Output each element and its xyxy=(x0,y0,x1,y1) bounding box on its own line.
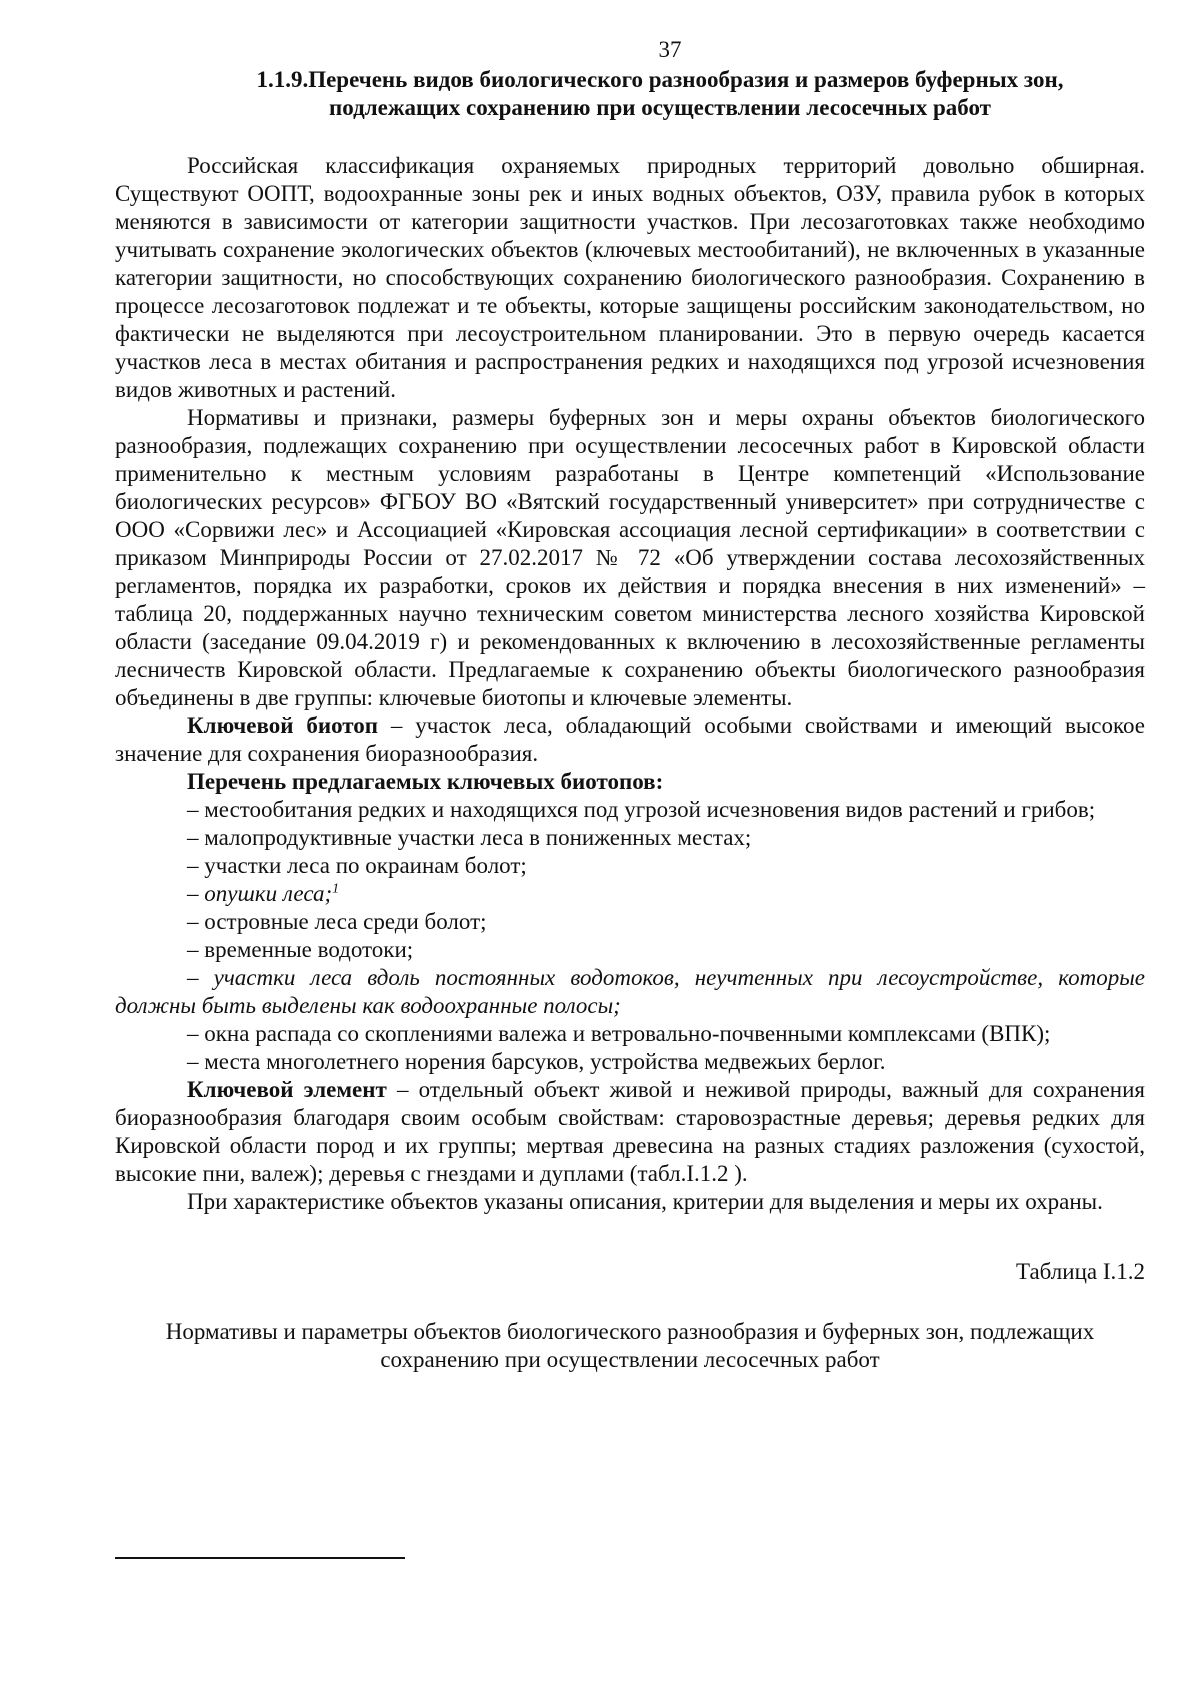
footnote-marker: 1 xyxy=(332,881,340,897)
table-caption: Нормативы и параметры объектов биологического разнообразия и буферных зон, подлежащих сохранению при осуществлении лесосечных работ xyxy=(165,1319,1095,1372)
document-page xyxy=(115,36,1145,1374)
term-key-biotope: Ключевой биотоп xyxy=(187,713,379,738)
term-key-element: Ключевой элемент xyxy=(187,1077,387,1102)
page-number: 37 xyxy=(658,37,682,62)
biotope-list xyxy=(115,796,1145,1076)
list-item: – временные водотоки; xyxy=(187,937,414,962)
section-heading-line-1: 1.1.9.Перечень видов биологического разнообразия и размеров буферных зон, xyxy=(256,67,1064,92)
paragraph-classification: Российская классификация охраняемых природных территорий довольно обширная. Существуют ООПТ, водоохранные зоны рек и иных водных объектов, ОЗУ, правила рубок в которых меняются в зависимости от категории защитности участков. При лесозаготовках также необходимо учитывать сохранение экологических объектов (ключевых местообитаний), не включенных в указанные категории защитности, но способствующих сохранению биологического разнообразия. Сохранению в процессе лесозаготовок подлежат и те объекты, которые защищены российским законодательством, но фактически не выделяются при лесоустроительном планировании. Это в первую очередь касается участков леса в местах обитания и распространения редких и находящихся под угрозой исчезновения видов животных и растений. xyxy=(115,153,1145,402)
footnote-separator xyxy=(115,1557,405,1559)
list-item-text: – опушки леса; xyxy=(187,881,333,906)
section-heading xyxy=(175,66,1145,122)
list-item xyxy=(115,880,1145,908)
list-item: – местообитания редких и находящихся под угрозой исчезновения видов растений и грибов; xyxy=(187,797,1096,822)
list-item: – островные леса среди болот; xyxy=(187,909,487,934)
list-item: – малопродуктивные участки леса в пониженных местах; xyxy=(187,825,752,850)
paragraph-characteristics: При характеристике объектов указаны описания, критерии для выделения и меры их охраны. xyxy=(187,1189,1103,1214)
table-label: Таблица I.1.2 xyxy=(1015,1259,1145,1284)
definition-key-biotope: – участок леса, обладающий особыми свойствами и имеющий высокое значение для сохранения биоразнообразия. xyxy=(115,713,1146,766)
paragraph-key-biotope xyxy=(115,712,1145,768)
list-item: – окна распада со скоплениями валежа и ветровально-почвенными комплексами (ВПК); xyxy=(187,1021,1051,1046)
paragraph-key-element xyxy=(115,1076,1145,1188)
section-heading-line-2: подлежащих сохранению при осуществлении лесосечных работ xyxy=(329,95,991,120)
list-item: – участки леса по окраинам болот; xyxy=(187,853,527,878)
definition-key-element: – отдельный объект живой и неживой природы, важный для сохранения биоразнообразия благодаря своим особым свойствам: старовозрастные деревья; деревья редких для Кировской области пород и их группы; мертвая древесина на разных стадиях разложения (сухостой, высокие пни, валеж); деревья с гнездами и дуплами (табл.I.1.2 ). xyxy=(115,1077,1145,1186)
paragraph-normatives: Нормативы и признаки, размеры буферных зон и меры охраны объектов биологического разнообразия, подлежащих сохранению при осуществлении лесосечных работ в Кировской области применительно к местным условиям разработаны в Центре компетенций «Использование биологических ресурсов» ФГБОУ ВО «Вятский государственный университет» при сотрудничестве с ООО «Сорвижи лес» и Ассоциацией «Кировская ассоциация лесной сертификации» в соответствии с приказом Минприроды России от 27.02.2017 № 72 «Об утверждении состава лесохозяйственных регламентов, порядка их разработки, сроков их действия и порядка внесения в них изменений» – таблица 20, поддержанных научно техническим советом министерства лесного хозяйства Кировской области (заседание 09.04.2019 г) и рекомендованных к включению в лесохозяйственные регламенты лесничеств Кировской области. Предлагаемые к сохранению объекты биологического разнообразия объединены в две группы: ключевые биотопы и ключевые элементы. xyxy=(115,405,1145,710)
biotope-list-heading: Перечень предлагаемых ключевых биотопов: xyxy=(187,769,664,794)
list-item: – места многолетнего норения барсуков, устройства медвежьих берлог. xyxy=(187,1049,886,1074)
list-item: – участки леса вдоль постоянных водотоков, неучтенных при лесоустройстве, которые должны быть выделены как водоохранные полосы; xyxy=(115,965,1145,1018)
